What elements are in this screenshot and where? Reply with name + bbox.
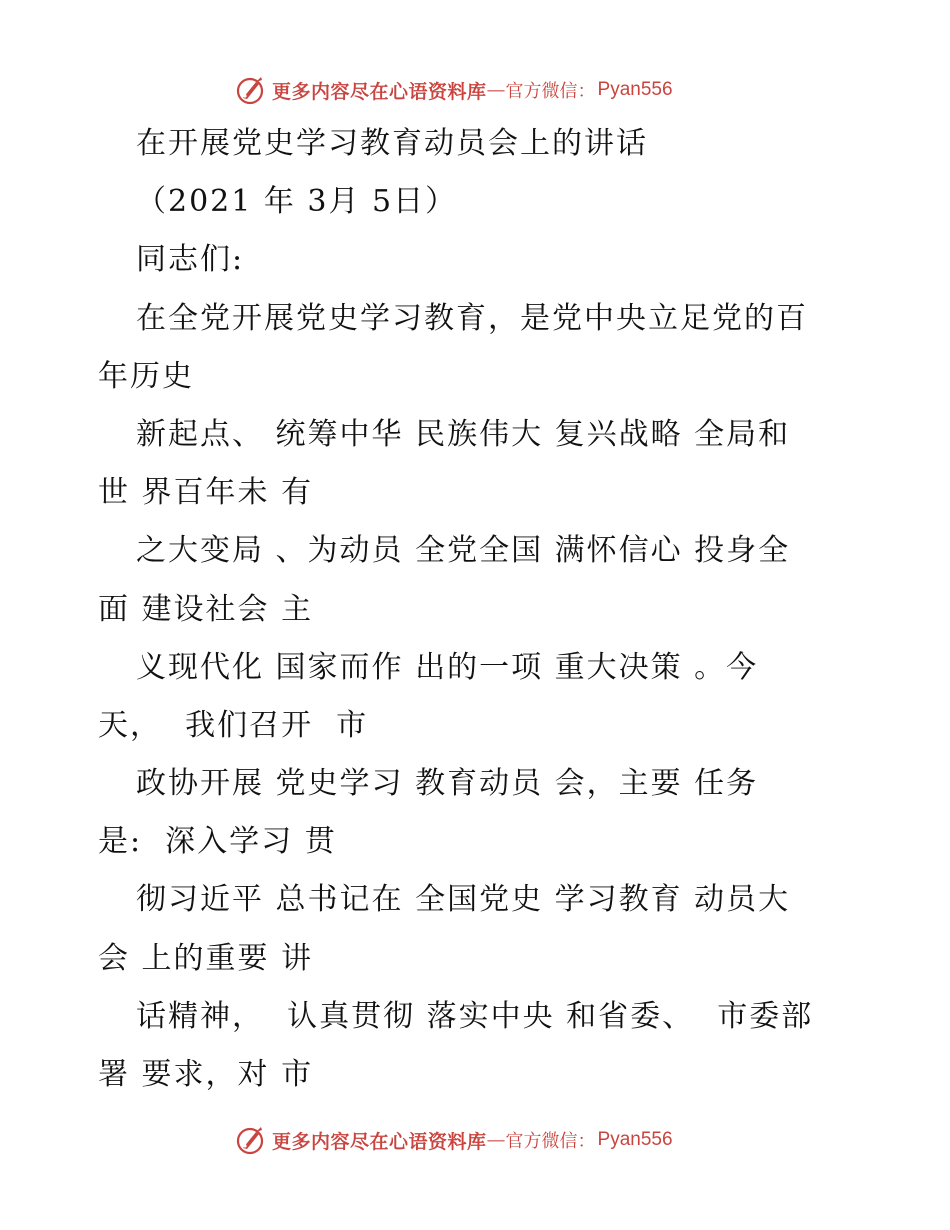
quill-pen-logo-icon [234,1124,266,1156]
body-line: 新起点、 统筹中华 民族伟大 复兴战略 全局和 [136,416,791,452]
body-line: 世 界百年未 有 [98,475,314,511]
header-watermark-banner [234,73,673,107]
body-line: 政协开展 党史学习 教育动员 会，主要 任务 [136,766,759,802]
body-line: 会 上的重要 讲 [98,940,314,976]
body-line: 是: 深入学习 贯 [98,824,337,860]
banner-dash: — [486,1129,506,1151]
banner-slogan: 更多内容尽在心语资料库 [272,80,487,103]
body-line: 在全党开展党史学习教育，是党中央立足党的百 [136,300,808,336]
document-date: （2021 年 3月 5日） [136,184,458,220]
body-line: 彻习近平 总书记在 全国党史 学习教育 动员大 [136,882,791,918]
body-line: 话精神， 认真贯彻 落实中央 和省委、 市委部 [136,998,814,1034]
document-body [98,115,858,1104]
body-line: 署 要求，对 市 [98,1057,314,1092]
banner-dash: — [486,79,506,101]
banner-wechat-label: 官方微信： [505,1131,596,1152]
salutation: 同志们: [136,242,245,278]
banner-wechat-label: 官方微信： [505,81,596,102]
footer-watermark-banner [234,1123,673,1157]
body-line: 年历史 [98,358,194,394]
quill-pen-logo-icon [234,74,266,106]
body-line: 面 建设社会 主 [98,591,314,627]
banner-slogan: 更多内容尽在心语资料库 [272,1130,487,1153]
banner-wechat-id: Pyan556 [597,1129,673,1150]
banner-wechat-id: Pyan556 [597,79,673,100]
document-title: 在开展党史学习教育动员会上的讲话 [136,126,648,161]
body-line: 义现代化 国家而作 出的一项 重大决策 。今 [136,649,759,685]
body-line: 之大变局 、为动员 全党全国 满怀信心 投身全 [136,533,791,569]
body-line: 天， 我们召开 市 [98,707,369,743]
